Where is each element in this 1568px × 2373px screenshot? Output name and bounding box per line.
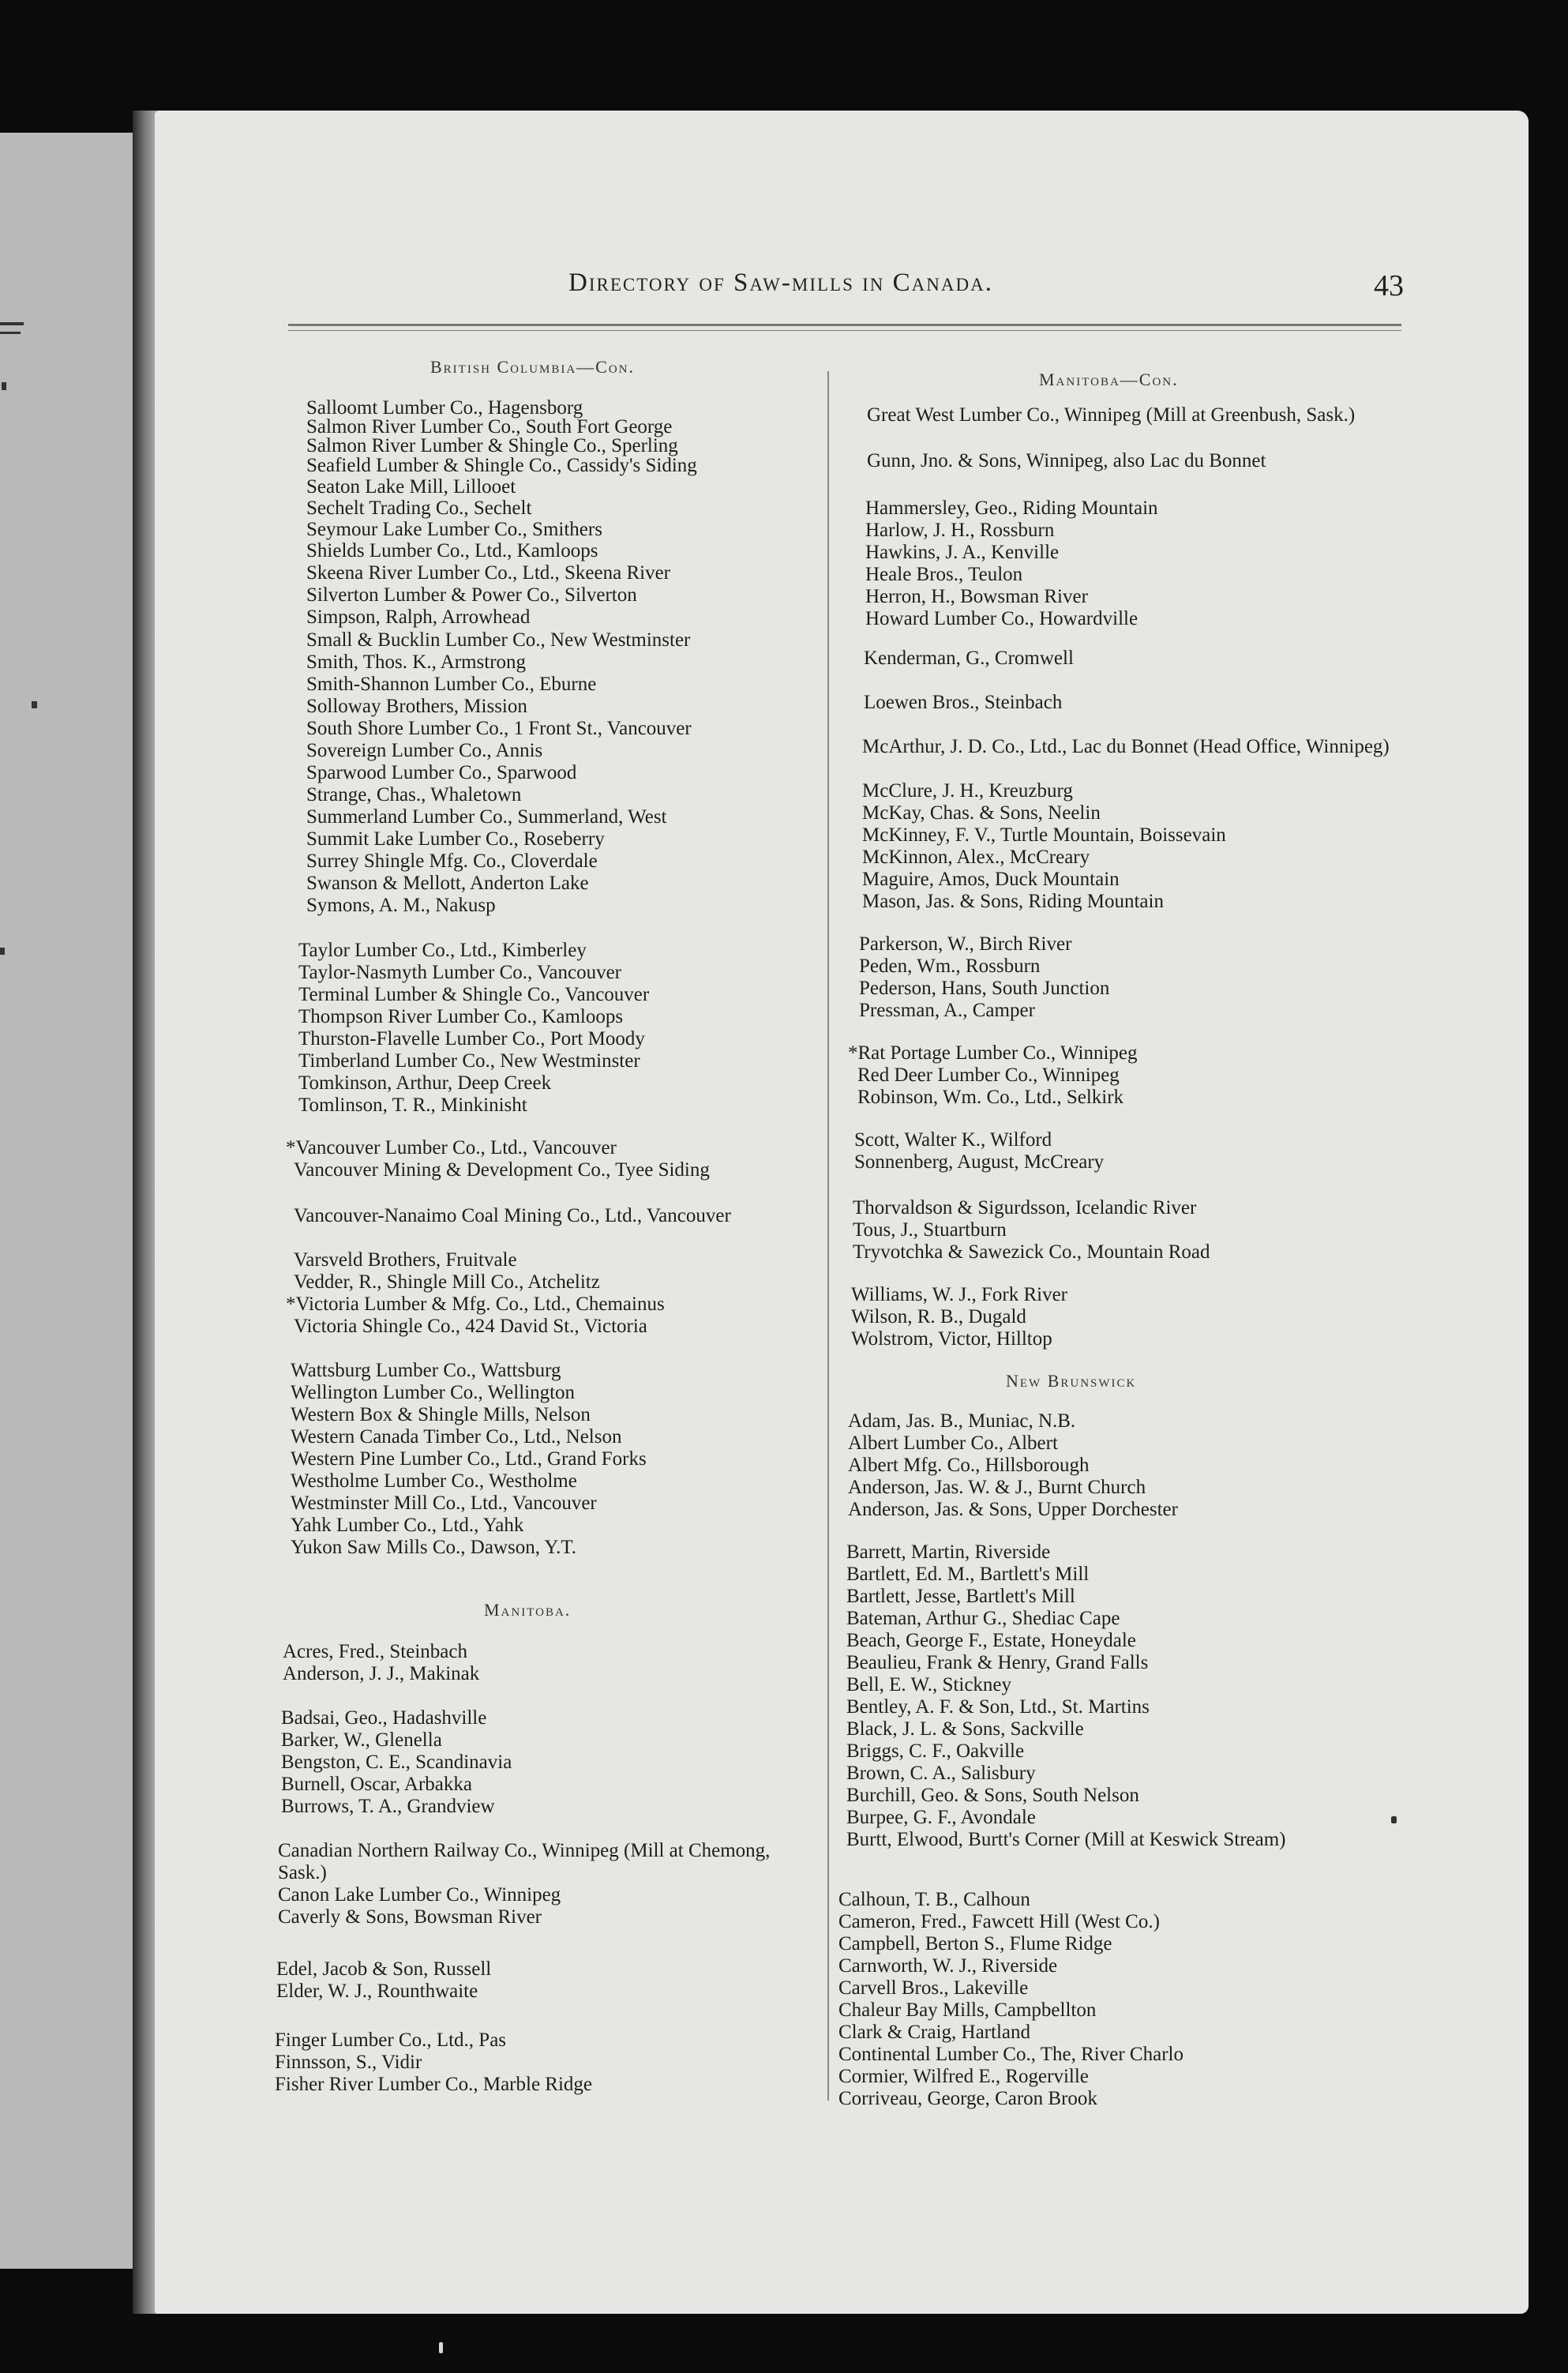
list-item: Sovereign Lumber Co., Annis [306,740,543,761]
section-heading-manitoba-continued: Manitoba—Con. [1039,370,1179,389]
list-item: Anderson, Jas. & Sons, Upper Dorchester [848,1499,1178,1520]
list-item: Burtt, Elwood, Burtt's Corner (Mill at Keswick Stream) [846,1829,1286,1850]
list-item: Clark & Craig, Hartland [838,2022,1030,2043]
list-item: Loewen Bros., Steinbach [864,692,1063,713]
list-item: *Victoria Lumber & Mfg. Co., Ltd., Chemainus [286,1294,665,1315]
list-item: Burrows, T. A., Grandview [281,1796,495,1817]
list-item: Westminster Mill Co., Ltd., Vancouver [291,1493,597,1514]
header-rule [288,324,1401,326]
list-item: Beach, George F., Estate, Honeydale [846,1630,1136,1651]
list-item: Albert Lumber Co., Albert [848,1432,1058,1454]
list-item: Smith, Thos. K., Armstrong [306,651,527,673]
facing-page-mark [32,701,37,708]
list-item: Maguire, Amos, Duck Mountain [862,869,1120,890]
list-item: Varsveld Brothers, Fruitvale [294,1249,517,1271]
list-item: Peden, Wm., Rossburn [859,956,1041,977]
list-item: Summit Lake Lumber Co., Roseberry [306,828,605,850]
list-item: Pederson, Hans, South Junction [859,978,1110,999]
list-item: Seafield Lumber & Shingle Co., Cassidy's Siding [306,455,697,476]
list-item: Tomkinson, Arthur, Deep Creek [298,1072,552,1094]
list-item: *Vancouver Lumber Co., Ltd., Vancouver [286,1137,617,1158]
list-item: Adam, Jas. B., Muniac, N.B. [848,1410,1076,1432]
list-item: Hammersley, Geo., Riding Mountain [865,498,1158,519]
list-item: Campbell, Berton S., Flume Ridge [838,1933,1112,1954]
list-item: Carvell Bros., Lakeville [838,1977,1029,1999]
list-item: Herron, H., Bowsman River [865,586,1088,607]
list-item: Beaulieu, Frank & Henry, Grand Falls [846,1652,1149,1673]
facing-page-mark [0,322,24,325]
list-item: Fisher River Lumber Co., Marble Ridge [275,2074,593,2095]
list-item: Anderson, Jas. W. & J., Burnt Church [848,1477,1146,1498]
list-item: Seaton Lake Mill, Lillooet [306,476,516,498]
list-item: Tous, J., Stuartburn [853,1219,1007,1241]
list-item: Wilson, R. B., Dugald [851,1306,1026,1327]
list-item: Burnell, Oscar, Arbakka [281,1774,472,1795]
list-item: Smith-Shannon Lumber Co., Eburne [306,674,597,695]
list-item: Caverly & Sons, Bowsman River [278,1906,542,1928]
list-item: Red Deer Lumber Co., Winnipeg [857,1064,1120,1086]
list-item: Burpee, G. F., Avondale [846,1807,1036,1828]
list-item: Sonnenberg, August, McCreary [854,1151,1105,1173]
list-item: Taylor-Nasmyth Lumber Co., Vancouver [298,962,621,983]
list-item: Bentley, A. F. & Son, Ltd., St. Martins [846,1696,1150,1718]
list-item: Western Canada Timber Co., Ltd., Nelson [291,1426,622,1447]
list-item: Chaleur Bay Mills, Campbellton [838,1999,1097,2021]
list-item: Barker, W., Glenella [281,1729,442,1751]
margin-mark [439,2342,443,2353]
list-item: Finger Lumber Co., Ltd., Pas [275,2029,507,2051]
list-item: Cameron, Fred., Fawcett Hill (West Co.) [838,1911,1160,1932]
facing-page [0,133,150,2269]
list-item: Calhoun, T. B., Calhoun [838,1889,1030,1910]
list-item: Thorvaldson & Sigurdsson, Icelandic River [853,1197,1197,1218]
list-item: Tryvotchka & Sawezick Co., Mountain Road [853,1241,1210,1263]
list-item: Parkerson, W., Birch River [859,933,1072,955]
section-heading-british-columbia: British Columbia—Con. [430,357,636,377]
list-item: Wattsburg Lumber Co., Wattsburg [291,1360,561,1381]
list-item: Mason, Jas. & Sons, Riding Mountain [862,891,1164,912]
list-item: Salmon River Lumber & Shingle Co., Sperling [306,435,678,456]
list-item: Heale Bros., Teulon [865,564,1023,585]
list-item: Salloomt Lumber Co., Hagensborg [306,397,583,419]
facing-page-mark [0,332,21,334]
list-item: Vedder, R., Shingle Mill Co., Atchelitz [294,1271,600,1293]
list-item: McArthur, J. D. Co., Ltd., Lac du Bonnet (Head Office, Winnipeg) [862,736,1390,757]
list-item: Timberland Lumber Co., New Westminster [298,1050,640,1072]
list-item: Simpson, Ralph, Arrowhead [306,606,531,628]
list-item: Bell, E. W., Stickney [846,1674,1012,1695]
list-item: Small & Bucklin Lumber Co., New Westminster [306,629,691,651]
list-item: Hawkins, J. A., Kenville [865,542,1060,563]
list-item: Wolstrom, Victor, Hilltop [851,1328,1052,1350]
list-item: Pressman, A., Camper [859,1000,1035,1021]
list-item: Sechelt Trading Co., Sechelt [306,498,532,519]
list-item: South Shore Lumber Co., 1 Front St., Vancouver [306,718,692,739]
list-item: Edel, Jacob & Son, Russell [276,1958,492,1980]
list-item: Shields Lumber Co., Ltd., Kamloops [306,540,598,561]
list-item: Great West Lumber Co., Winnipeg (Mill at Greenbush, Sask.) [867,404,1356,426]
list-item: Bengston, C. E., Scandinavia [281,1752,512,1773]
header-rule-thin [288,330,1401,331]
list-item: Westholme Lumber Co., Westholme [291,1470,577,1492]
list-item: Summerland Lumber Co., Summerland, West [306,806,667,828]
list-item: Anderson, J. J., Makinak [283,1663,480,1684]
section-heading-manitoba: Manitoba. [484,1600,572,1620]
list-item: *Rat Portage Lumber Co., Winnipeg [848,1042,1138,1064]
facing-page-mark [0,948,5,955]
list-item: Taylor Lumber Co., Ltd., Kimberley [298,940,587,961]
list-item: Salmon River Lumber Co., South Fort George [306,416,673,437]
page-number: 43 [1374,269,1404,302]
list-item: Robinson, Wm. Co., Ltd., Selkirk [857,1087,1124,1108]
list-item: Skeena River Lumber Co., Ltd., Skeena River [306,562,670,584]
list-item: Thompson River Lumber Co., Kamloops [298,1006,624,1027]
list-item: Western Pine Lumber Co., Ltd., Grand Forks [291,1448,647,1470]
list-item: Victoria Shingle Co., 424 David St., Victoria [294,1316,647,1337]
list-item: Canon Lake Lumber Co., Winnipeg [278,1884,561,1906]
list-item: Cormier, Wilfred E., Rogerville [838,2066,1089,2087]
list-item: Gunn, Jno. & Sons, Winnipeg, also Lac du Bonnet [867,450,1266,471]
facing-page-mark [2,382,6,390]
page-title: Directory of Saw-mills in Canada. [568,268,993,297]
list-item: Finnsson, S., Vidir [275,2052,422,2073]
list-item: Bartlett, Ed. M., Bartlett's Mill [846,1564,1090,1585]
list-item: Howard Lumber Co., Howardville [865,608,1138,629]
list-item: Solloway Brothers, Mission [306,696,527,717]
list-item: Vancouver-Nanaimo Coal Mining Co., Ltd., Vancouver [294,1205,731,1226]
list-item: Bateman, Arthur G., Shediac Cape [846,1608,1120,1629]
list-item: Albert Mfg. Co., Hillsborough [848,1455,1090,1476]
list-item: Strange, Chas., Whaletown [306,784,522,805]
list-item: McKinney, F. V., Turtle Mountain, Boissevain [862,824,1226,846]
list-item: Brown, C. A., Salisbury [846,1763,1036,1784]
list-item: Tomlinson, T. R., Minkinisht [298,1095,527,1116]
list-item: Symons, A. M., Nakusp [306,895,496,916]
list-item: Elder, W. J., Rounthwaite [276,1981,478,2002]
list-item: McKay, Chas. & Sons, Neelin [862,802,1101,824]
list-item: Surrey Shingle Mfg. Co., Cloverdale [306,850,598,872]
list-item: Yahk Lumber Co., Ltd., Yahk [291,1515,524,1536]
list-item: Vancouver Mining & Development Co., Tyee Siding [294,1159,710,1181]
list-item: Black, J. L. & Sons, Sackville [846,1718,1084,1740]
list-item: Wellington Lumber Co., Wellington [291,1382,576,1403]
list-item: Briggs, C. F., Oakville [846,1740,1025,1762]
list-item: McKinnon, Alex., McCreary [862,847,1090,868]
list-item: Burchill, Geo. & Sons, South Nelson [846,1785,1139,1806]
column-divider [827,371,829,2101]
list-item: Thurston-Flavelle Lumber Co., Port Moody [298,1028,645,1049]
section-heading-new-brunswick: New Brunswick [1006,1371,1137,1391]
list-item: Harlow, J. H., Rossburn [865,520,1055,541]
list-item: Canadian Northern Railway Co., Winnipeg (Mill at Chemong, Sask.) [278,1840,771,1883]
list-item: Carnworth, W. J., Riverside [838,1955,1058,1977]
list-item: Terminal Lumber & Shingle Co., Vancouver [298,984,650,1005]
margin-mark [1391,1816,1397,1823]
list-item: Silverton Lumber & Power Co., Silverton [306,584,637,606]
list-item: Yukon Saw Mills Co., Dawson, Y.T. [291,1537,577,1558]
list-item: Badsai, Geo., Hadashville [281,1707,487,1729]
list-item: Swanson & Mellott, Anderton Lake [306,873,589,894]
list-item: Acres, Fred., Steinbach [283,1641,467,1662]
list-item: Williams, W. J., Fork River [851,1284,1067,1305]
list-item: Kenderman, G., Cromwell [864,648,1074,669]
list-item: Seymour Lake Lumber Co., Smithers [306,519,602,540]
list-item: Bartlett, Jesse, Bartlett's Mill [846,1586,1075,1607]
list-item: Continental Lumber Co., The, River Charlo [838,2044,1184,2065]
list-item: Scott, Walter K., Wilford [854,1129,1052,1151]
list-item: McClure, J. H., Kreuzburg [862,780,1073,802]
list-item: Western Box & Shingle Mills, Nelson [291,1404,591,1425]
list-item: Sparwood Lumber Co., Sparwood [306,762,577,783]
list-item: Barrett, Martin, Riverside [846,1541,1051,1563]
list-item: Corriveau, George, Caron Brook [838,2088,1097,2109]
